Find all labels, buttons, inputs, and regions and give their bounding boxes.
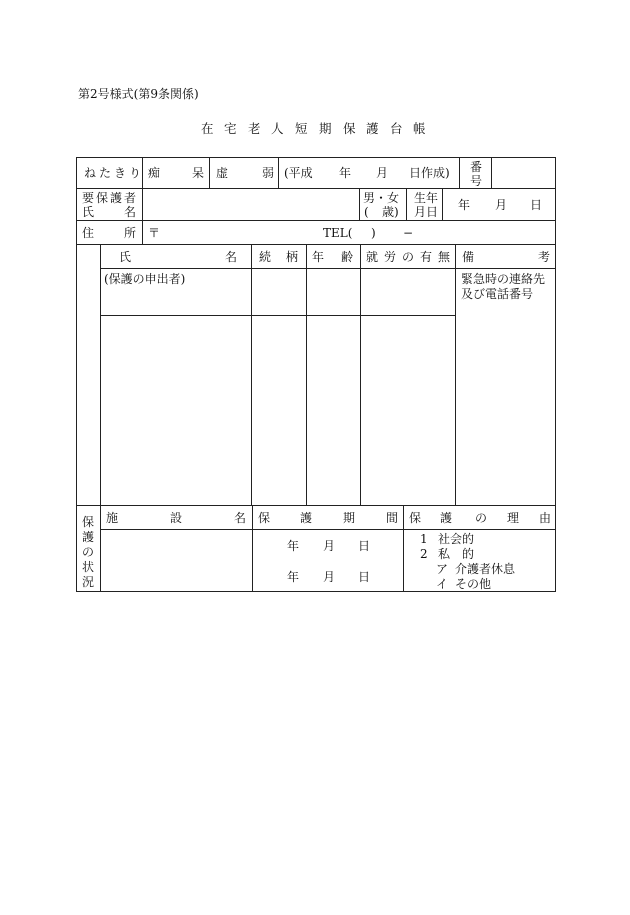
family-header-shuro-2: 労 (384, 250, 397, 264)
netakiri-label: ねたきり (84, 166, 145, 180)
birth-year-unit: 年 (458, 198, 471, 212)
emergency-contact-line-1: 緊急時の連絡先 (461, 272, 546, 286)
family-header-shuro-3: の (402, 250, 415, 264)
protected-person-name-field[interactable] (144, 190, 357, 219)
facility-header-1: 施 (106, 511, 119, 525)
facility-header-3: 名 (234, 511, 247, 525)
period-end-day: 日 (358, 570, 371, 584)
address-label-1: 住 (82, 226, 95, 240)
status-side-char: の (82, 545, 95, 559)
reason-header-5: 由 (539, 511, 552, 525)
title-char: 護 (366, 121, 379, 136)
period-header-4: 間 (386, 511, 399, 525)
address-label-2: 所 (124, 226, 137, 240)
status-side-char: 保 (82, 515, 95, 529)
chihou-char-2: 呆 (192, 166, 205, 180)
birth-day-unit: 日 (530, 198, 543, 212)
family-header-ko: 考 (538, 250, 551, 264)
family-header-shuro-1: 就 (366, 250, 379, 264)
family-header-nen: 年 (312, 250, 325, 264)
bangou-char-1: 番 (470, 160, 483, 174)
age-unit: 歳) (382, 205, 399, 219)
protected-person-label-2a: 氏 (82, 205, 95, 219)
period-header-2: 護 (300, 511, 313, 525)
record-number-field[interactable] (493, 159, 553, 187)
birth-label-1: 生年 (414, 191, 439, 205)
period-start-month: 月 (323, 539, 336, 553)
birth-label-2: 月日 (414, 205, 439, 219)
reason-2a-num: ア (436, 562, 449, 576)
date-year-unit: 年 (339, 166, 352, 180)
sex-selector[interactable]: 男・女 (363, 191, 400, 205)
bangou-char-2: 号 (470, 174, 483, 188)
title-char: 帳 (413, 121, 426, 136)
reason-1-text: 社会的 (438, 532, 475, 546)
period-end-year: 年 (287, 570, 300, 584)
emergency-contact-line-2: 及び電話番号 (461, 287, 534, 301)
reason-header-4: 理 (507, 511, 520, 525)
date-created-unit: 日作成) (409, 166, 450, 180)
family-header-mei: 名 (225, 250, 238, 264)
chihou-char-1: 痴 (148, 166, 161, 180)
reason-2b-num: イ (436, 577, 449, 591)
family-header-zoku: 続 (259, 250, 272, 264)
protected-person-label-2b: 名 (124, 205, 137, 219)
reason-2a-text: 介護者休息 (455, 562, 516, 576)
family-header-rei: 齢 (341, 250, 354, 264)
period-start-year: 年 (287, 539, 300, 553)
family-header-gara: 柄 (286, 250, 299, 264)
reason-2-text: 私 的 (438, 547, 475, 561)
date-month-unit: 月 (376, 166, 389, 180)
reason-2-num: 2 (420, 547, 428, 561)
reason-2b-text: その他 (455, 577, 492, 591)
birth-month-unit: 月 (495, 198, 508, 212)
date-paren-open: (平成 (284, 166, 313, 180)
title-char: 台 (390, 121, 403, 136)
title-char: 短 (295, 121, 308, 136)
title-char: 期 (319, 121, 332, 136)
title-char: 在 (201, 121, 214, 136)
title-char: 人 (271, 121, 284, 136)
postal-mark: 〒 (148, 226, 161, 240)
status-side-char: 況 (82, 575, 95, 589)
title-char: 宅 (224, 121, 237, 136)
period-start-day: 日 (358, 539, 371, 553)
tel-dash: − (403, 226, 414, 240)
period-end-month: 月 (323, 570, 336, 584)
status-side-char: 状 (82, 560, 95, 574)
kyojaku-char-2: 弱 (262, 166, 275, 180)
reason-1-num: 1 (420, 532, 428, 546)
title-char: 保 (343, 121, 356, 136)
tel-close: ) (371, 226, 376, 240)
reason-header-1: 保 (409, 511, 422, 525)
period-header-3: 期 (343, 511, 356, 525)
protected-person-label-1: 要保護者 (82, 191, 139, 205)
period-header-1: 保 (258, 511, 271, 525)
family-header-bi: 備 (462, 250, 475, 264)
title-char: 老 (248, 121, 261, 136)
kyojaku-char-1: 虚 (216, 166, 229, 180)
family-header-shuro-5: 無 (438, 250, 451, 264)
family-header-shuro-4: 有 (420, 250, 433, 264)
facility-header-2: 設 (170, 511, 183, 525)
applicant-note: (保護の申出者) (104, 272, 186, 286)
family-header-shi: 氏 (119, 250, 132, 264)
tel-open: TEL( (323, 226, 353, 240)
form-number: 第2号様式(第9条関係) (78, 87, 199, 101)
status-side-char: 護 (82, 530, 95, 544)
reason-header-2: 護 (440, 511, 453, 525)
reason-header-3: の (475, 511, 488, 525)
age-paren-open: ( (364, 205, 369, 219)
